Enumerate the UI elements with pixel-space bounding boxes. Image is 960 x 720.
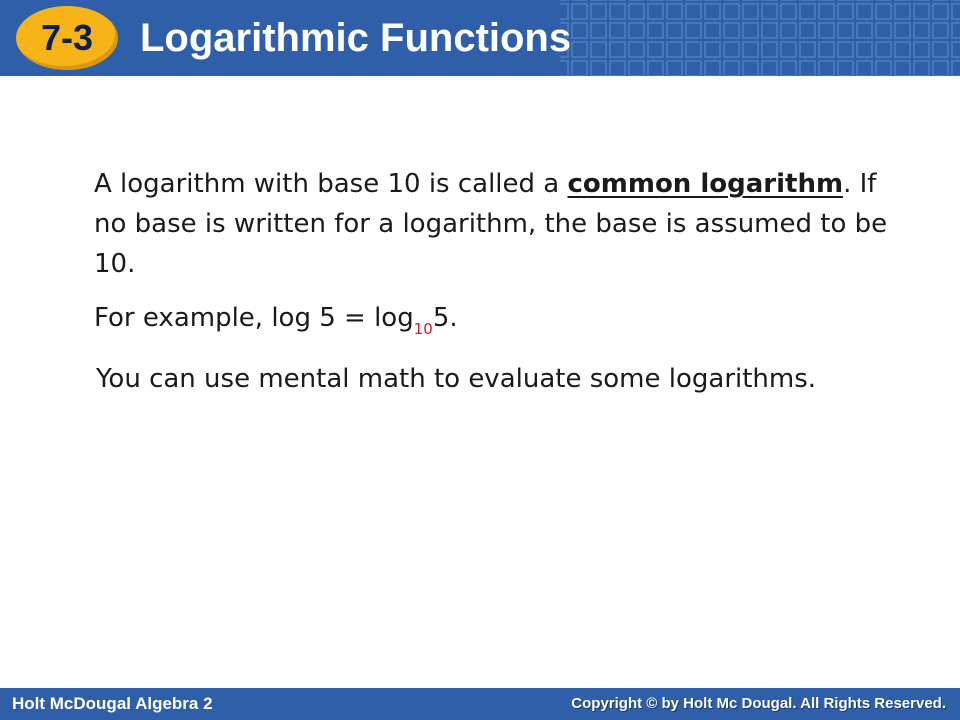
footer-bar [0,688,960,720]
example-text-end: 5. [432,303,458,333]
base-subscript: 10 [413,320,433,338]
lesson-number: 7-3 [40,17,94,58]
slide-content [0,76,960,688]
page-title: Logarithmic Functions [140,16,572,60]
header-bar [0,0,960,76]
mental-math-paragraph: You can use mental math to evaluate some logarithms. [96,364,817,394]
copyright-notice: Copyright © by Holt Mc Dougal. All Rights Reserved. [571,695,946,712]
example-paragraph [94,298,894,341]
vocabulary-term: common logarithm [567,169,844,199]
example-text: For example, log 5 = log [94,303,414,333]
definition-paragraph [94,164,894,284]
definition-text-start: A logarithm with base 10 is called a [94,169,568,199]
lesson-badge [16,6,118,70]
definition-text-end: . If no base is written for a logarithm, the base is assumed to be 10. [94,169,888,279]
publisher-label: Holt McDougal Algebra 2 [12,694,213,713]
